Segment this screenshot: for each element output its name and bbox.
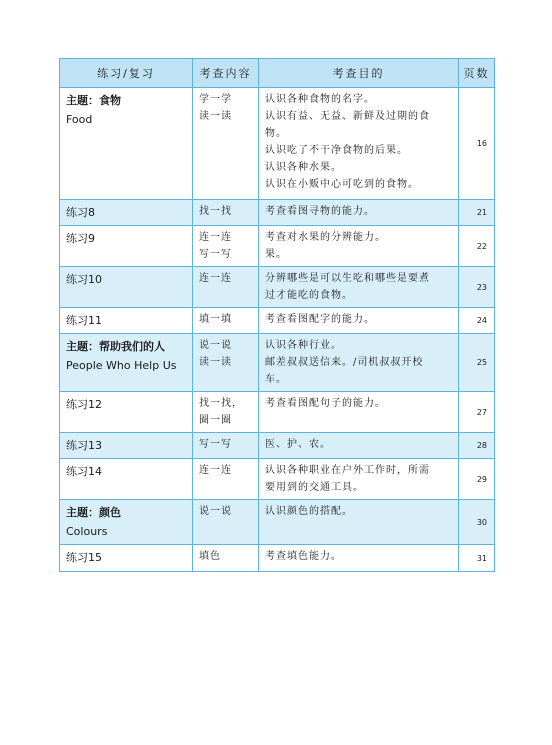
purpose-cell-line: 考查填色能力。 (265, 551, 342, 562)
content-cell-line: 填一填 (199, 314, 232, 325)
purpose-cell-line: 过才能吃的食物。 (265, 290, 353, 301)
page-number-cell: 24 (459, 308, 495, 334)
content-cell (193, 308, 259, 334)
table-header-row (60, 59, 495, 88)
purpose-cell-line: 车。 (265, 374, 287, 385)
exercise-cell-line: 练习10 (66, 273, 102, 286)
content-cell (193, 226, 259, 267)
purpose-cell-line: 认识各种食物的名字。 (265, 94, 375, 105)
exercise-cell-line: Food (66, 113, 93, 126)
header-pages: 页数 (459, 59, 495, 88)
header-purpose: 考查目的 (259, 59, 459, 88)
exercise-cell-line: 练习14 (66, 465, 102, 478)
exercise-cell (60, 200, 193, 226)
purpose-cell (259, 226, 459, 267)
exercise-cell-line: 练习8 (66, 206, 95, 219)
purpose-cell (259, 500, 459, 545)
content-cell-line: 写一写 (199, 249, 232, 260)
table-row (60, 334, 495, 392)
content-cell (193, 200, 259, 226)
purpose-cell (259, 433, 459, 459)
purpose-cell-line: 果。 (265, 249, 287, 260)
exercise-cell-line: People Who Help Us (66, 359, 177, 372)
content-cell-line: 找一找， (199, 398, 243, 409)
content-cell (193, 545, 259, 572)
curriculum-table (59, 58, 495, 572)
exercise-cell (60, 267, 193, 308)
page-number-cell: 27 (459, 392, 495, 433)
purpose-cell-line: 考查对水果的分辨能力。 (265, 232, 386, 243)
page-number-cell: 29 (459, 459, 495, 500)
purpose-cell (259, 392, 459, 433)
table-row (60, 459, 495, 500)
content-cell (193, 267, 259, 308)
purpose-cell (259, 200, 459, 226)
purpose-cell-line: 要用到的交通工具。 (265, 482, 364, 493)
table-row (60, 545, 495, 572)
exercise-cell (60, 545, 193, 572)
exercise-cell-line: 练习15 (66, 551, 102, 564)
purpose-cell (259, 308, 459, 334)
table-row (60, 500, 495, 545)
content-cell-line: 说一说 (199, 506, 232, 517)
content-cell-line: 圈一圈 (199, 415, 232, 426)
purpose-cell-line: 认识各种水果。 (265, 162, 342, 173)
page-number-cell: 28 (459, 433, 495, 459)
purpose-cell (259, 459, 459, 500)
purpose-cell-line: 考查看图配句子的能力。 (265, 398, 386, 409)
header-exercise: 练习/复习 (60, 59, 193, 88)
table-body (60, 88, 495, 572)
table-row (60, 267, 495, 308)
page-number-cell: 23 (459, 267, 495, 308)
purpose-cell-line: 医、护、农。 (265, 439, 331, 450)
exercise-cell (60, 392, 193, 433)
exercise-cell (60, 459, 193, 500)
content-cell-line: 连一连 (199, 273, 232, 284)
content-cell-line: 读一读 (199, 357, 232, 368)
purpose-cell (259, 545, 459, 572)
content-cell (193, 500, 259, 545)
purpose-cell-line: 认识各种职业在户外工作时，所需 (265, 465, 430, 476)
exercise-cell-line: 主题：颜色 (66, 506, 121, 519)
purpose-cell-line: 邮差叔叔送信来。/司机叔叔开校 (265, 357, 424, 368)
exercise-cell (60, 500, 193, 545)
content-cell (193, 88, 259, 200)
exercise-cell-line: 练习12 (66, 398, 102, 411)
purpose-cell-line: 认识在小贩中心可吃到的食物。 (265, 179, 419, 190)
header-content: 考查内容 (193, 59, 259, 88)
table-row (60, 308, 495, 334)
purpose-cell-line: 考查看图配字的能力。 (265, 314, 375, 325)
content-cell (193, 459, 259, 500)
page-number-cell: 25 (459, 334, 495, 392)
exercise-cell-line: 练习11 (66, 314, 102, 327)
page-number-cell: 22 (459, 226, 495, 267)
exercise-cell (60, 88, 193, 200)
content-cell-line: 学一学 (199, 94, 232, 105)
exercise-cell (60, 433, 193, 459)
purpose-cell (259, 267, 459, 308)
exercise-cell (60, 334, 193, 392)
purpose-cell-line: 认识颜色的搭配。 (265, 506, 353, 517)
exercise-cell-line: 主题：食物 (66, 94, 121, 107)
content-cell (193, 433, 259, 459)
table-row (60, 392, 495, 433)
content-cell (193, 334, 259, 392)
exercise-cell-line: 练习9 (66, 232, 95, 245)
page-number-cell: 30 (459, 500, 495, 545)
content-cell-line: 连一连 (199, 465, 232, 476)
content-cell-line: 说一说 (199, 340, 232, 351)
purpose-cell-line: 考查看图寻物的能力。 (265, 206, 375, 217)
purpose-cell (259, 88, 459, 200)
exercise-cell-line: 练习13 (66, 439, 102, 452)
purpose-cell-line: 认识各种行业。 (265, 340, 342, 351)
purpose-cell-line: 认识吃了不干净食物的后果。 (265, 145, 408, 156)
content-cell-line: 找一找 (199, 206, 232, 217)
exercise-cell-line: Colours (66, 525, 108, 538)
content-cell (193, 392, 259, 433)
table-row (60, 433, 495, 459)
table-row (60, 226, 495, 267)
purpose-cell (259, 334, 459, 392)
content-cell-line: 写一写 (199, 439, 232, 450)
exercise-cell (60, 308, 193, 334)
page-number-cell: 16 (459, 88, 495, 200)
page-number-cell: 21 (459, 200, 495, 226)
table-row (60, 88, 495, 200)
purpose-cell-line: 物。 (265, 128, 287, 139)
exercise-cell (60, 226, 193, 267)
page-number-cell: 31 (459, 545, 495, 572)
purpose-cell-line: 认识有益、无益、新鲜及过期的食 (265, 111, 430, 122)
exercise-cell-line: 主题：帮助我们的人 (66, 340, 165, 353)
table-row (60, 200, 495, 226)
content-cell-line: 连一连 (199, 232, 232, 243)
content-cell-line: 读一读 (199, 111, 232, 122)
content-cell-line: 填色 (199, 551, 221, 562)
purpose-cell-line: 分辨哪些是可以生吃和哪些是要煮 (265, 273, 430, 284)
